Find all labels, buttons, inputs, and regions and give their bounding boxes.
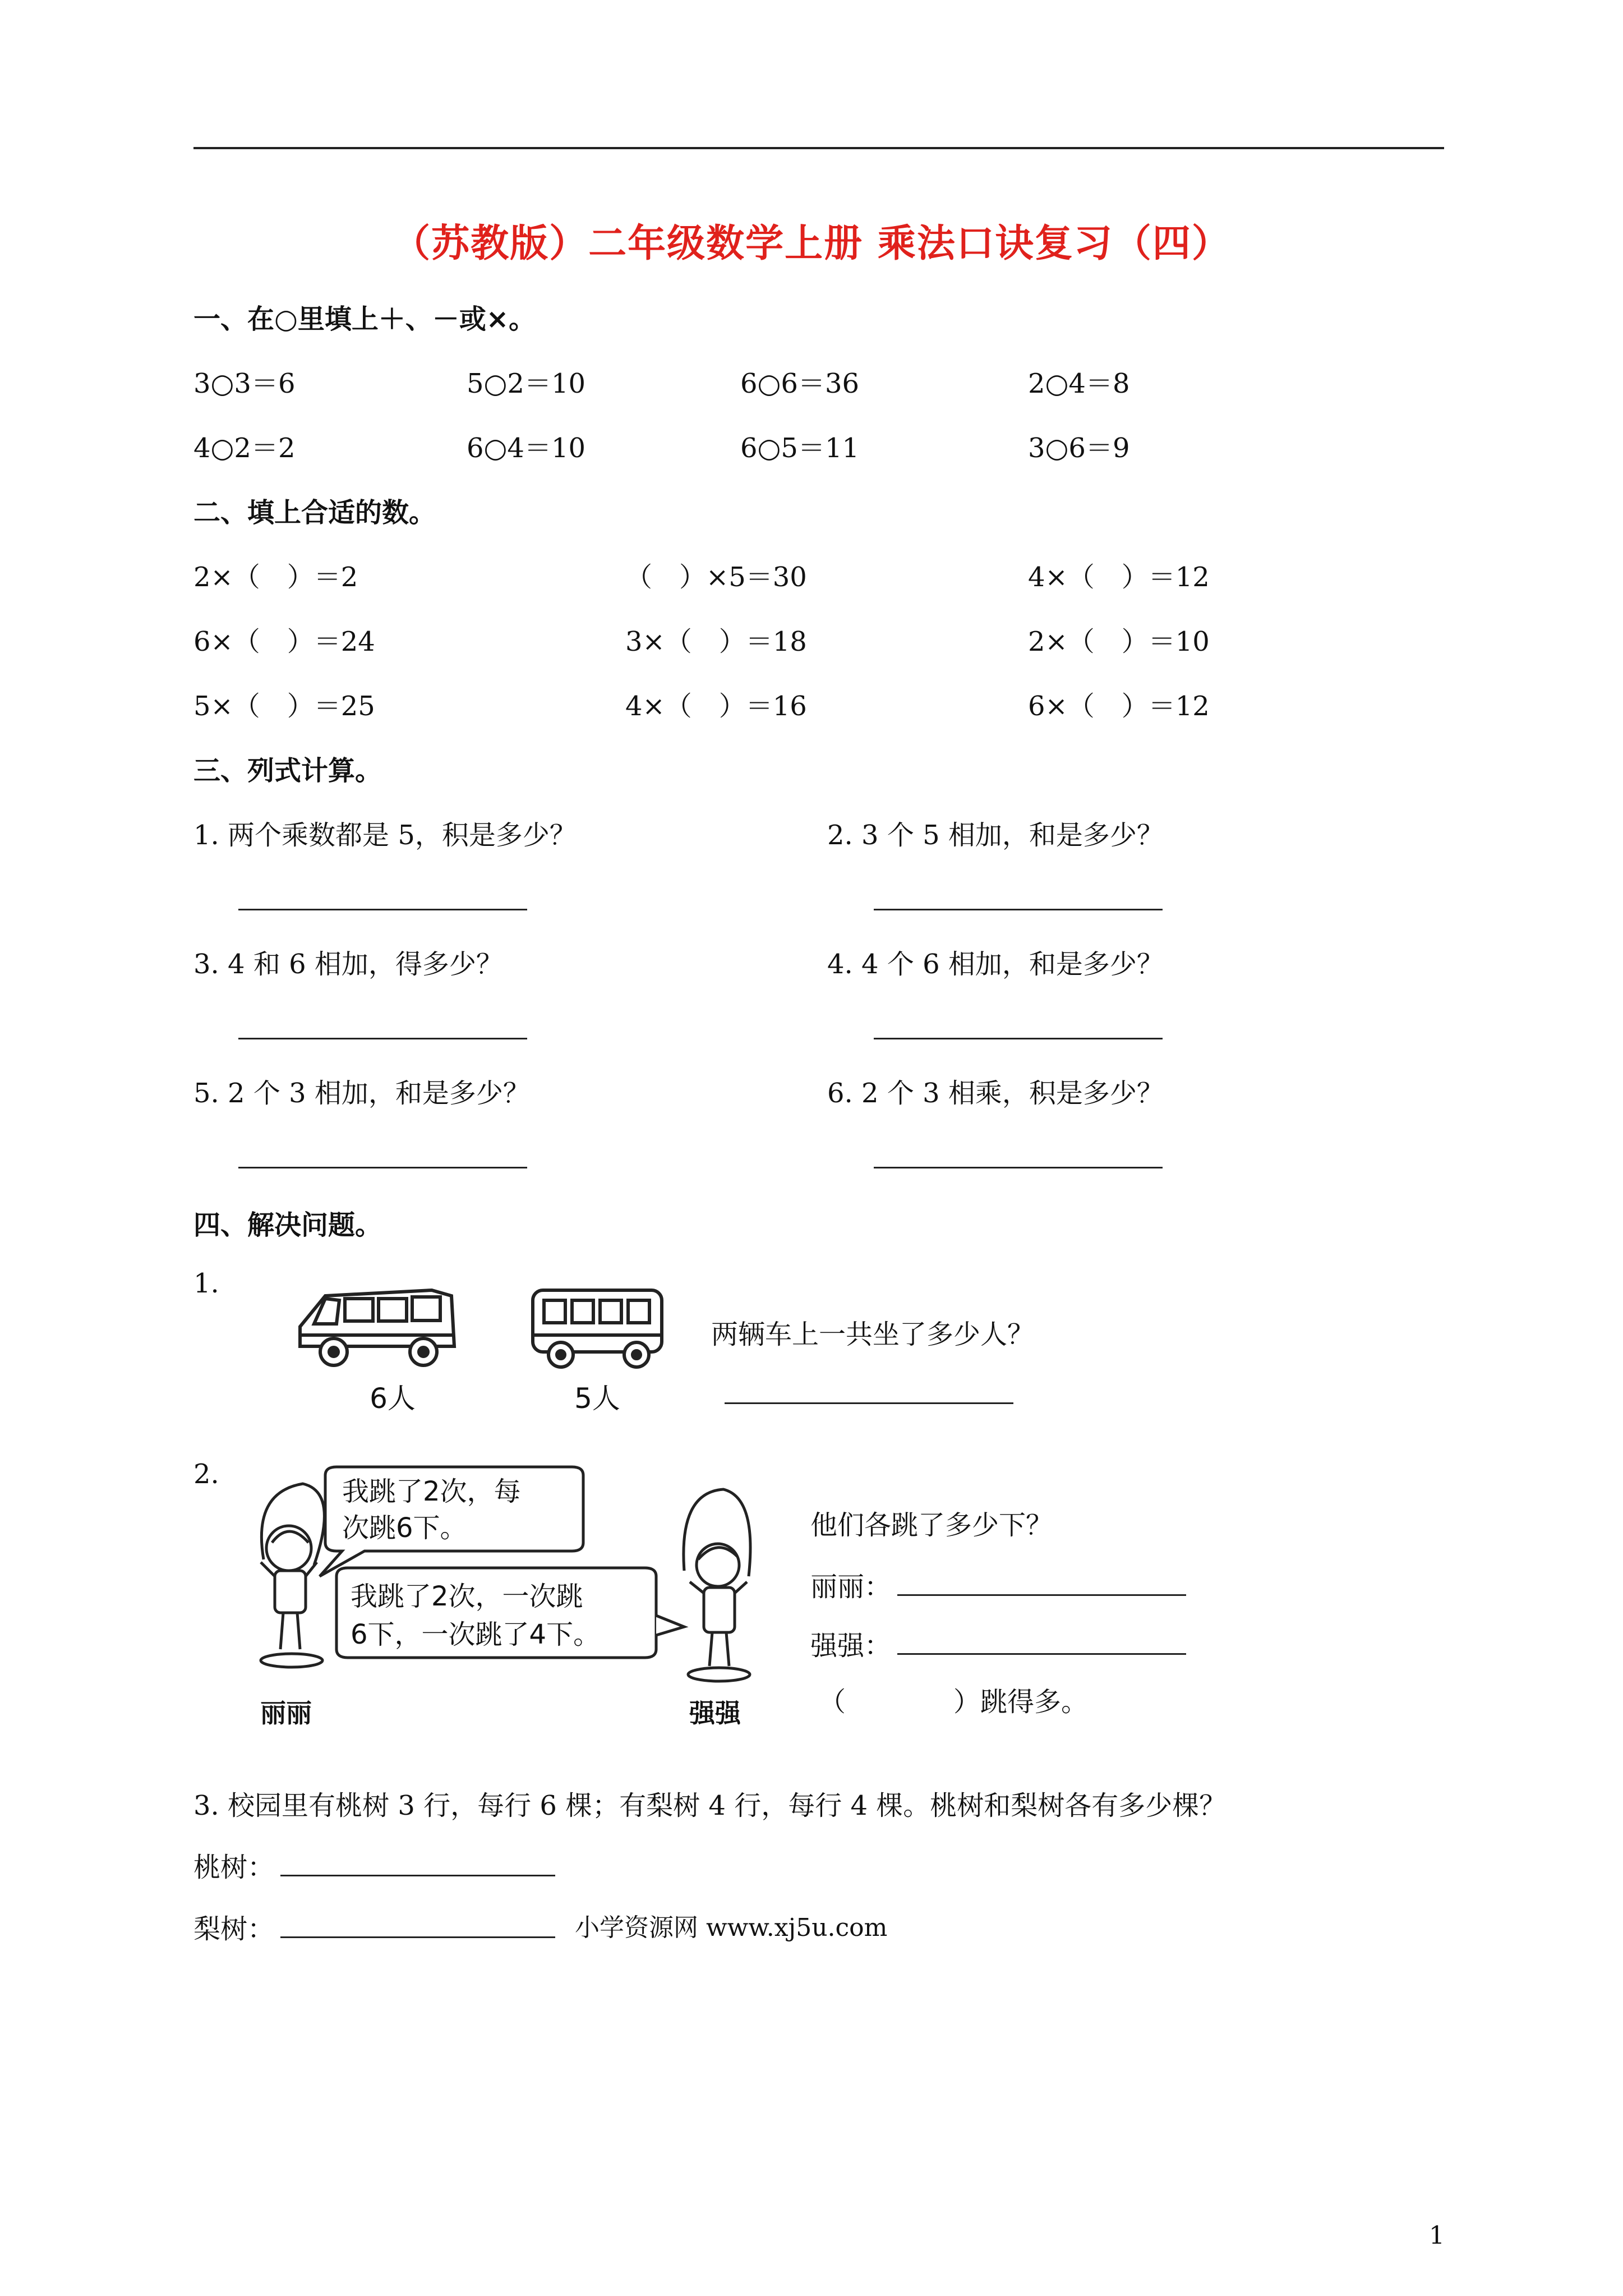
boy-figure-icon [684, 1489, 750, 1681]
answer-line[interactable] [874, 909, 1163, 910]
question-number: 1. [193, 1268, 219, 1299]
fill-num-item: （ ）×5＝30 [625, 562, 807, 593]
fill-num-item: 2×（ ）＝10 [1028, 626, 1210, 657]
girl-name: 丽丽 [260, 1698, 312, 1728]
fill-op-item: 6○5＝11 [740, 432, 860, 464]
fill-op-item: 4○2＝2 [193, 432, 296, 464]
section-3-heading: 三、列式计算。 [193, 755, 382, 786]
q2-qiangqiang-label: 强强： [810, 1630, 892, 1662]
answer-line[interactable] [280, 1936, 555, 1938]
answer-line[interactable] [897, 1594, 1186, 1596]
fill-num-item: 6×（ ）＝12 [1028, 691, 1210, 722]
q3-peach-label: 桃树： [193, 1852, 275, 1883]
fill-op-item: 6○6＝36 [740, 368, 860, 399]
bubble1-line1: 我跳了2次，每 [342, 1476, 521, 1507]
answer-line[interactable] [238, 1167, 527, 1168]
fill-num-item: 3×（ ）＝18 [625, 626, 807, 657]
page-number: 1 [1429, 2221, 1445, 2250]
girl-figure-icon [261, 1484, 324, 1667]
van-label: 6人 [370, 1382, 416, 1415]
fill-op-item: 3○3＝6 [193, 368, 296, 399]
fill-op-item: 2○4＝8 [1028, 368, 1130, 399]
calc-question: 3. 4 和 6 相加，得多少？ [193, 949, 503, 980]
section-4-heading: 四、解决问题。 [193, 1209, 382, 1241]
boy-name: 强强 [689, 1698, 741, 1728]
jump-rope-illustration [236, 1458, 763, 1739]
calc-question: 6. 2 个 3 相乘，积是多少？ [827, 1078, 1164, 1109]
answer-line[interactable] [280, 1875, 555, 1876]
question-number: 2. [193, 1458, 219, 1490]
section-2-heading: 二、填上合适的数。 [193, 497, 436, 528]
q1-question: 两辆车上一共坐了多少人？ [711, 1319, 1035, 1350]
bubble2-line2: 6下，一次跳了4下。 [351, 1619, 601, 1650]
answer-line[interactable] [874, 1038, 1163, 1039]
bubble2-line1: 我跳了2次，一次跳 [351, 1581, 583, 1612]
q3-question: 3. 校园里有桃树 3 行，每行 6 棵；有梨树 4 行，每行 4 棵。桃树和梨树各有多少棵？ [193, 1790, 1227, 1821]
fill-op-item: 5○2＝10 [467, 368, 586, 399]
fill-num-item: 5×（ ）＝25 [193, 691, 375, 722]
bus-icon [533, 1290, 662, 1367]
answer-line[interactable] [725, 1402, 1013, 1404]
q2-lili-label: 丽丽： [810, 1571, 892, 1603]
fill-num-item: 2×（ ）＝2 [193, 562, 358, 593]
calc-question: 4. 4 个 6 相加，和是多少？ [827, 949, 1164, 980]
answer-line[interactable] [874, 1167, 1163, 1168]
fill-op-item: 3○6＝9 [1028, 432, 1130, 464]
fill-num-item: 4×（ ）＝16 [625, 691, 807, 722]
calc-question: 2. 3 个 5 相加，和是多少？ [827, 820, 1164, 851]
bus-label: 5人 [574, 1382, 620, 1415]
answer-line[interactable] [238, 1038, 527, 1039]
fill-num-item: 6×（ ）＝24 [193, 626, 375, 657]
answer-line[interactable] [238, 909, 527, 910]
header-rule [193, 147, 1444, 149]
page-title: （苏教版）二年级数学上册 乘法口诀复习（四） [392, 221, 1231, 266]
calc-question: 5. 2 个 3 相加，和是多少？ [193, 1078, 530, 1109]
van-icon [300, 1290, 454, 1365]
answer-line[interactable] [897, 1653, 1186, 1655]
fill-num-item: 4×（ ）＝12 [1028, 562, 1210, 593]
q2-who-jumped-more[interactable]: （ ）跳得多。 [819, 1686, 1089, 1718]
fill-op-item: 6○4＝10 [467, 432, 586, 464]
calc-question: 1. 两个乘数都是 5，积是多少？ [193, 820, 577, 851]
bubble1-line2: 次跳6下。 [342, 1512, 467, 1544]
q3-pear-label: 梨树： [193, 1913, 275, 1945]
q2-question: 他们各跳了多少下？ [810, 1510, 1053, 1541]
watermark-text: 小学资源网 www.xj5u.com [575, 1913, 888, 1942]
vehicles-illustration [292, 1273, 673, 1419]
section-1-heading: 一、在○里填上＋、－或×。 [193, 303, 536, 335]
